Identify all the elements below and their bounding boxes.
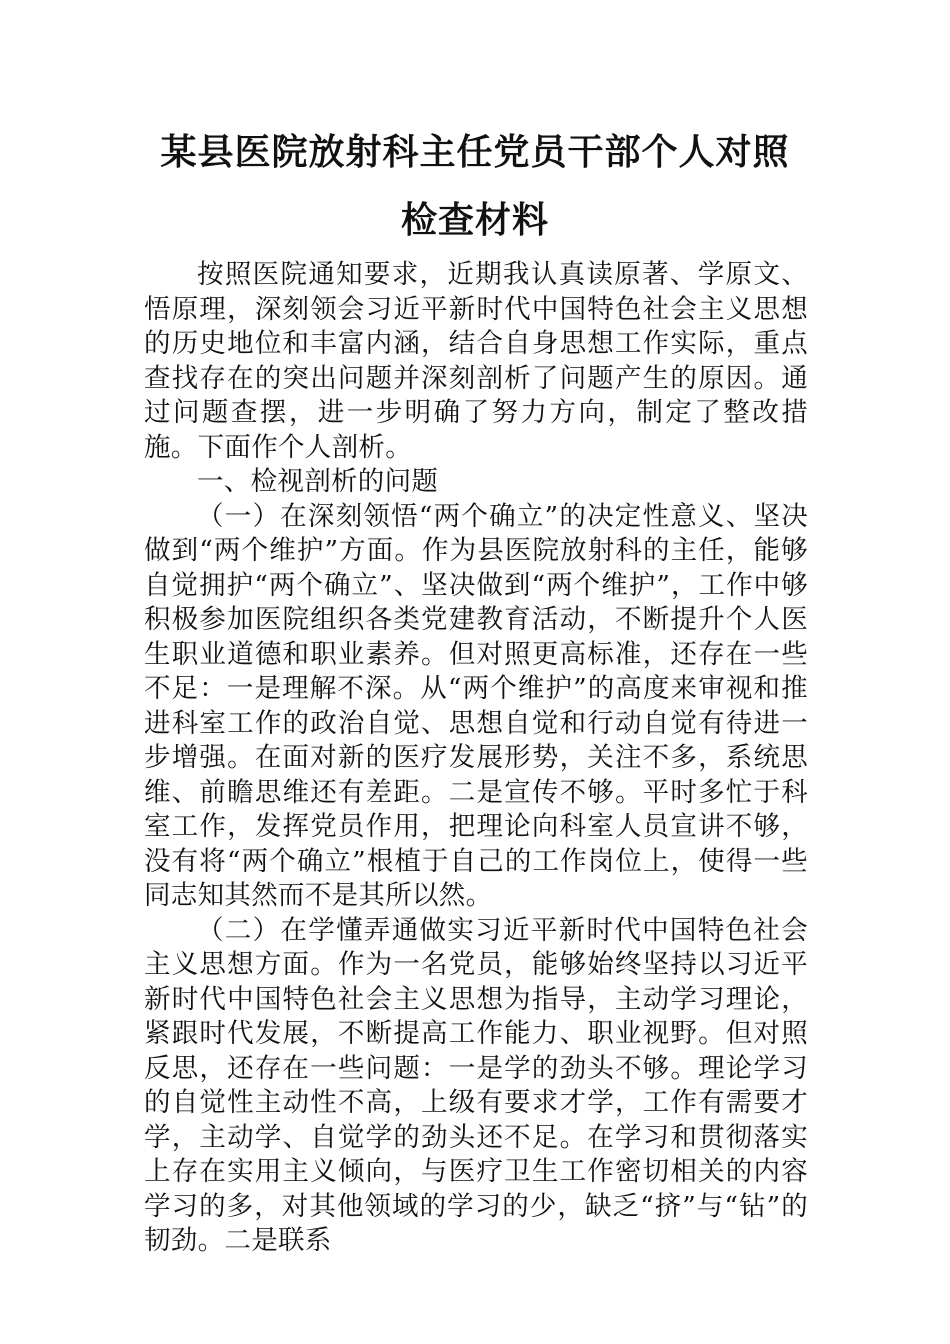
document-body	[144, 258, 808, 1259]
section-heading: 一、检视剖析的问题	[197, 466, 439, 497]
paragraph-item-2: （二）在学懂弄通做实习近平新时代中国特色社会主义思想方面。作为一名党员，能够始终坚持以习近平新时代中国特色社会主义思想为指导，主动学习理论，紧跟时代发展，不断提高工作能力、职业视野。但对照反思，还存在一些问题：一是学的劲头不够。理论学习的自觉性主动性不高，上级有要求才学，工作有需要才学，主动学、自觉学的劲头还不足。在学习和贯彻落实上存在实用主义倾向，与医疗卫生工作密切相关的内容学习的多，对其他领域的学习的少，缺乏“挤”与“钻”的韧劲。二是联系	[144, 914, 808, 1256]
paragraph-item-1: （一）在深刻领悟“两个确立”的决定性意义、坚决做到“两个维护”方面。作为县医院放射科的主任，能够自觉拥护“两个确立”、坚决做到“两个维护”，工作中够积极参加医院组织各类党建教育活动，不断提升个人医生职业道德和职业素养。但对照更高标准，还存在一些不足：一是理解不深。从“两个维护”的高度来审视和推进科室工作的政治自觉、思想自觉和行动自觉有待进一步增强。在面对新的医疗发展形势，关注不多，系统思维、前瞻思维还有差距。二是宣传不够。平时多忙于科室工作，发挥党员作用，把理论向科室人员宣讲不够，没有将“两个确立”根植于自己的工作岗位上，使得一些同志知其然而不是其所以然。	[144, 500, 808, 911]
document-title-line-1: 某县医院放射科主任党员干部个人对照	[160, 131, 790, 173]
intro-paragraph: 按照医院通知要求，近期我认真读原著、学原文、悟原理，深刻领会习近平新时代中国特色社会主义思想的历史地位和丰富内涵，结合自身思想工作实际，重点查找存在的突出问题并深刻剖析了问题产生的原因。通过问题查摆，进一步明确了努力方向，制定了整改措施。下面作个人剖析。	[144, 259, 808, 463]
document-title-line-2: 检查材料	[400, 199, 549, 241]
